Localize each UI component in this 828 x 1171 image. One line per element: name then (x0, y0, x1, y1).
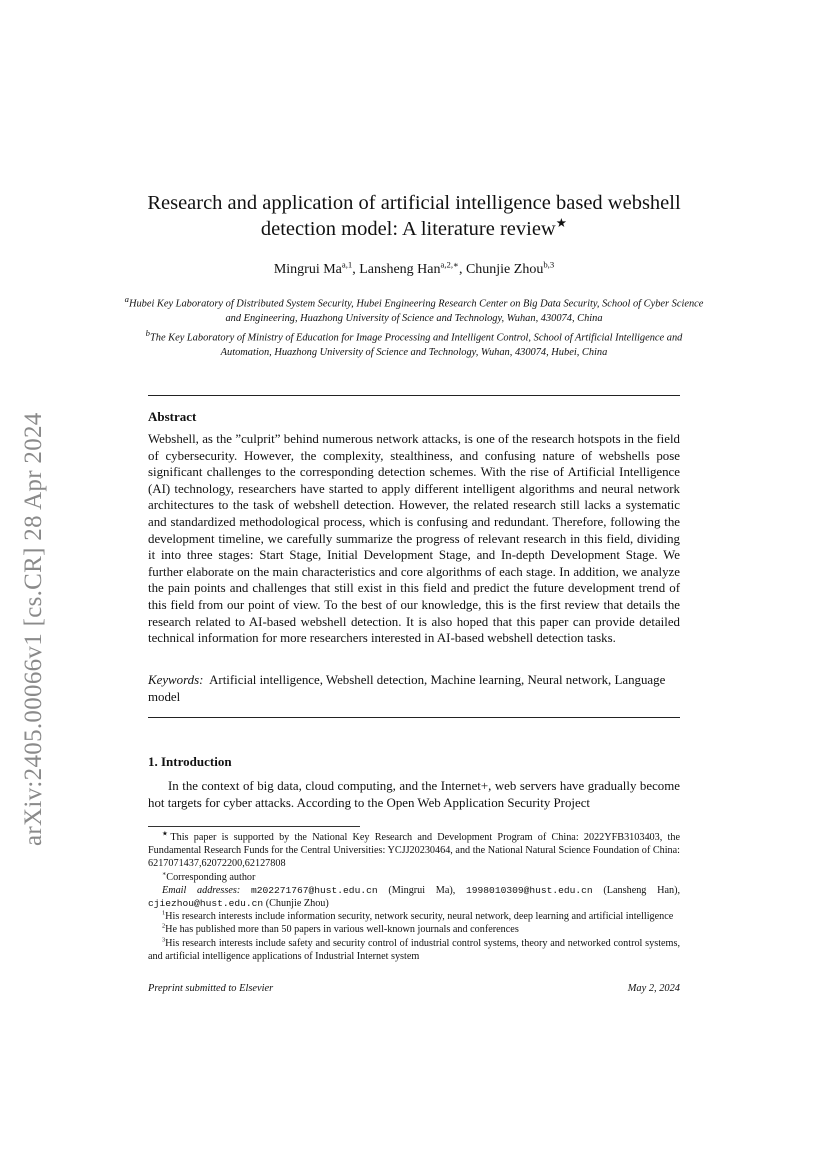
footnote-3 (148, 937, 680, 963)
footnotes (148, 831, 680, 963)
abstract-heading: Abstract (148, 409, 197, 424)
preprint-note: Preprint submitted to Elsevier (148, 983, 274, 994)
email-link[interactable]: 1998010309@hust.edu.cn (466, 884, 593, 896)
keywords-text: Artificial intelligence, Webshell detection, Machine learning, Neural network, Language model (148, 673, 666, 704)
abstract-text: Webshell, as the ”culprit” behind numerous network attacks, is one of the research hotspots in the field of cybersecurity. However, the complexity, stealthiness, and confusing nature of webshells pose significant challenges to the corresponding detection schemes. With the rise of Artificial Intelligence (AI) technology, researchers have started to apply different intelligent algorithms and neural network architectures to the task of webshell detection. However, the related research still lacks a systematic and standardized methodological process, which is confusing and redundant. Therefore, following the development timeline, we carefully summarize the progress of relevant research in this field, dividing it into three stages: Start Stage, Initial Development Stage, and In-depth Development Stage. We further elaborate on the main characteristics and core algorithms of each stage. In addition, we analyze the pain points and challenges that still exist in this field and predict the future development trend of this field from our point of view. To the best of our knowledge, this is the first review that details the research related to AI-based webshell detection. It is also hoped that this paper can provide detailed technical information for more researchers interested in AI-based webshell detection tasks. (148, 432, 680, 646)
footnote-text: His research interests include information security, network security, neural network, deep learning and artificial intelligence (165, 911, 674, 923)
keywords-label: Keywords: (148, 673, 204, 687)
abstract-top-rule (148, 395, 680, 396)
title-line-1: Research and application of artificial intelligence based webshell (147, 192, 681, 214)
footnote-corresponding (148, 871, 680, 884)
footnote-mark: 1 (162, 909, 166, 917)
footnote-1 (148, 910, 680, 923)
email-label: Email addresses: (162, 884, 241, 896)
introduction-text: In the context of big data, cloud computing, and the Internet+, web servers have gradually become hot targets for cyber attacks. According to the Open Web Application Security Project (148, 779, 680, 810)
footnote-text: His research interests include safety and security control of industrial control systems, theory and networked control systems, and artificial intelligence applications of Industrial Internet system (148, 937, 680, 962)
keywords (148, 672, 680, 705)
affiliation-mark: b (145, 327, 150, 338)
footnote-text: He has published more than 50 papers in various well-known journals and conferences (165, 924, 519, 936)
paper-title (120, 190, 708, 242)
footnote-emails (148, 884, 680, 910)
footnote-mark: 3 (162, 936, 166, 944)
author-name: Chunjie Zhou (465, 262, 544, 277)
footnote-mark: ∗ (162, 870, 167, 878)
email-link[interactable]: m202271767@hust.edu.cn (250, 884, 378, 896)
affiliation-b (120, 326, 708, 360)
author-list: Mingrui Ma$^{a,1}$, Lansheng Han$^{a,2,∗}$, Chunjie Zhou$^{b,3}$ (273, 259, 555, 277)
email-owner: (Mingrui Ma), (388, 884, 456, 896)
author-name: Lansheng Han (359, 262, 441, 277)
affiliation-text: Hubei Key Laboratory of Distributed System Security, Hubei Engineering Research Center on Big Data Security, School of Cyber Science and Engineering, Huazhong University of Science and Technology, Wuhan, 430074, China (128, 298, 704, 324)
footnote-mark: 2 (162, 923, 166, 931)
footnote-funding (148, 831, 680, 871)
author-affiliation-mark: a,2,∗ (440, 259, 459, 270)
email-owner: (Chunjie Zhou) (265, 898, 329, 910)
author-name: Mingrui Ma (273, 262, 342, 277)
title-footnote-mark: ★ (555, 216, 568, 231)
affiliation-mark: a (124, 294, 129, 304)
email-link[interactable]: cjiezhou@hust.edu.cn (148, 898, 264, 910)
section-heading-introduction: 1. Introduction (148, 754, 232, 769)
arxiv-identifier: arXiv:2405.00066v1 [cs.CR] 28 Apr 2024 (20, 412, 47, 846)
footnote-mark: ★ (162, 830, 171, 838)
footer-date: May 2, 2024 (627, 983, 680, 994)
author-affiliation-mark: b,3 (543, 259, 555, 270)
footnote-text: This paper is supported by the National Key Research and Development Program of China: 2022YFB3103403, the Fundamental Research Funds for the Central Universities: YCJJ20230464, and the National Natural Science Foundation of China: 6217071437,62072200,62127808 (148, 832, 680, 870)
footnote-rule (148, 826, 360, 827)
author-affiliation-mark: a,1 (341, 259, 353, 270)
footnote-text: Corresponding author (166, 871, 256, 883)
title-line-2: detection model: A literature review (260, 218, 556, 240)
email-owner: (Lansheng Han), (603, 884, 681, 896)
page-footer (148, 983, 680, 994)
footnote-2 (148, 923, 680, 936)
affiliation-text: The Key Laboratory of Ministry of Education for Image Processing and Intelligent Control, School of Artificial Intelligence and Automation, Huazhong University of Science and Technology, Wuhan, 430074, Hubei, China (149, 332, 683, 358)
abstract-bottom-rule (148, 717, 680, 718)
affiliation-a (120, 292, 708, 326)
affiliations (120, 292, 708, 360)
